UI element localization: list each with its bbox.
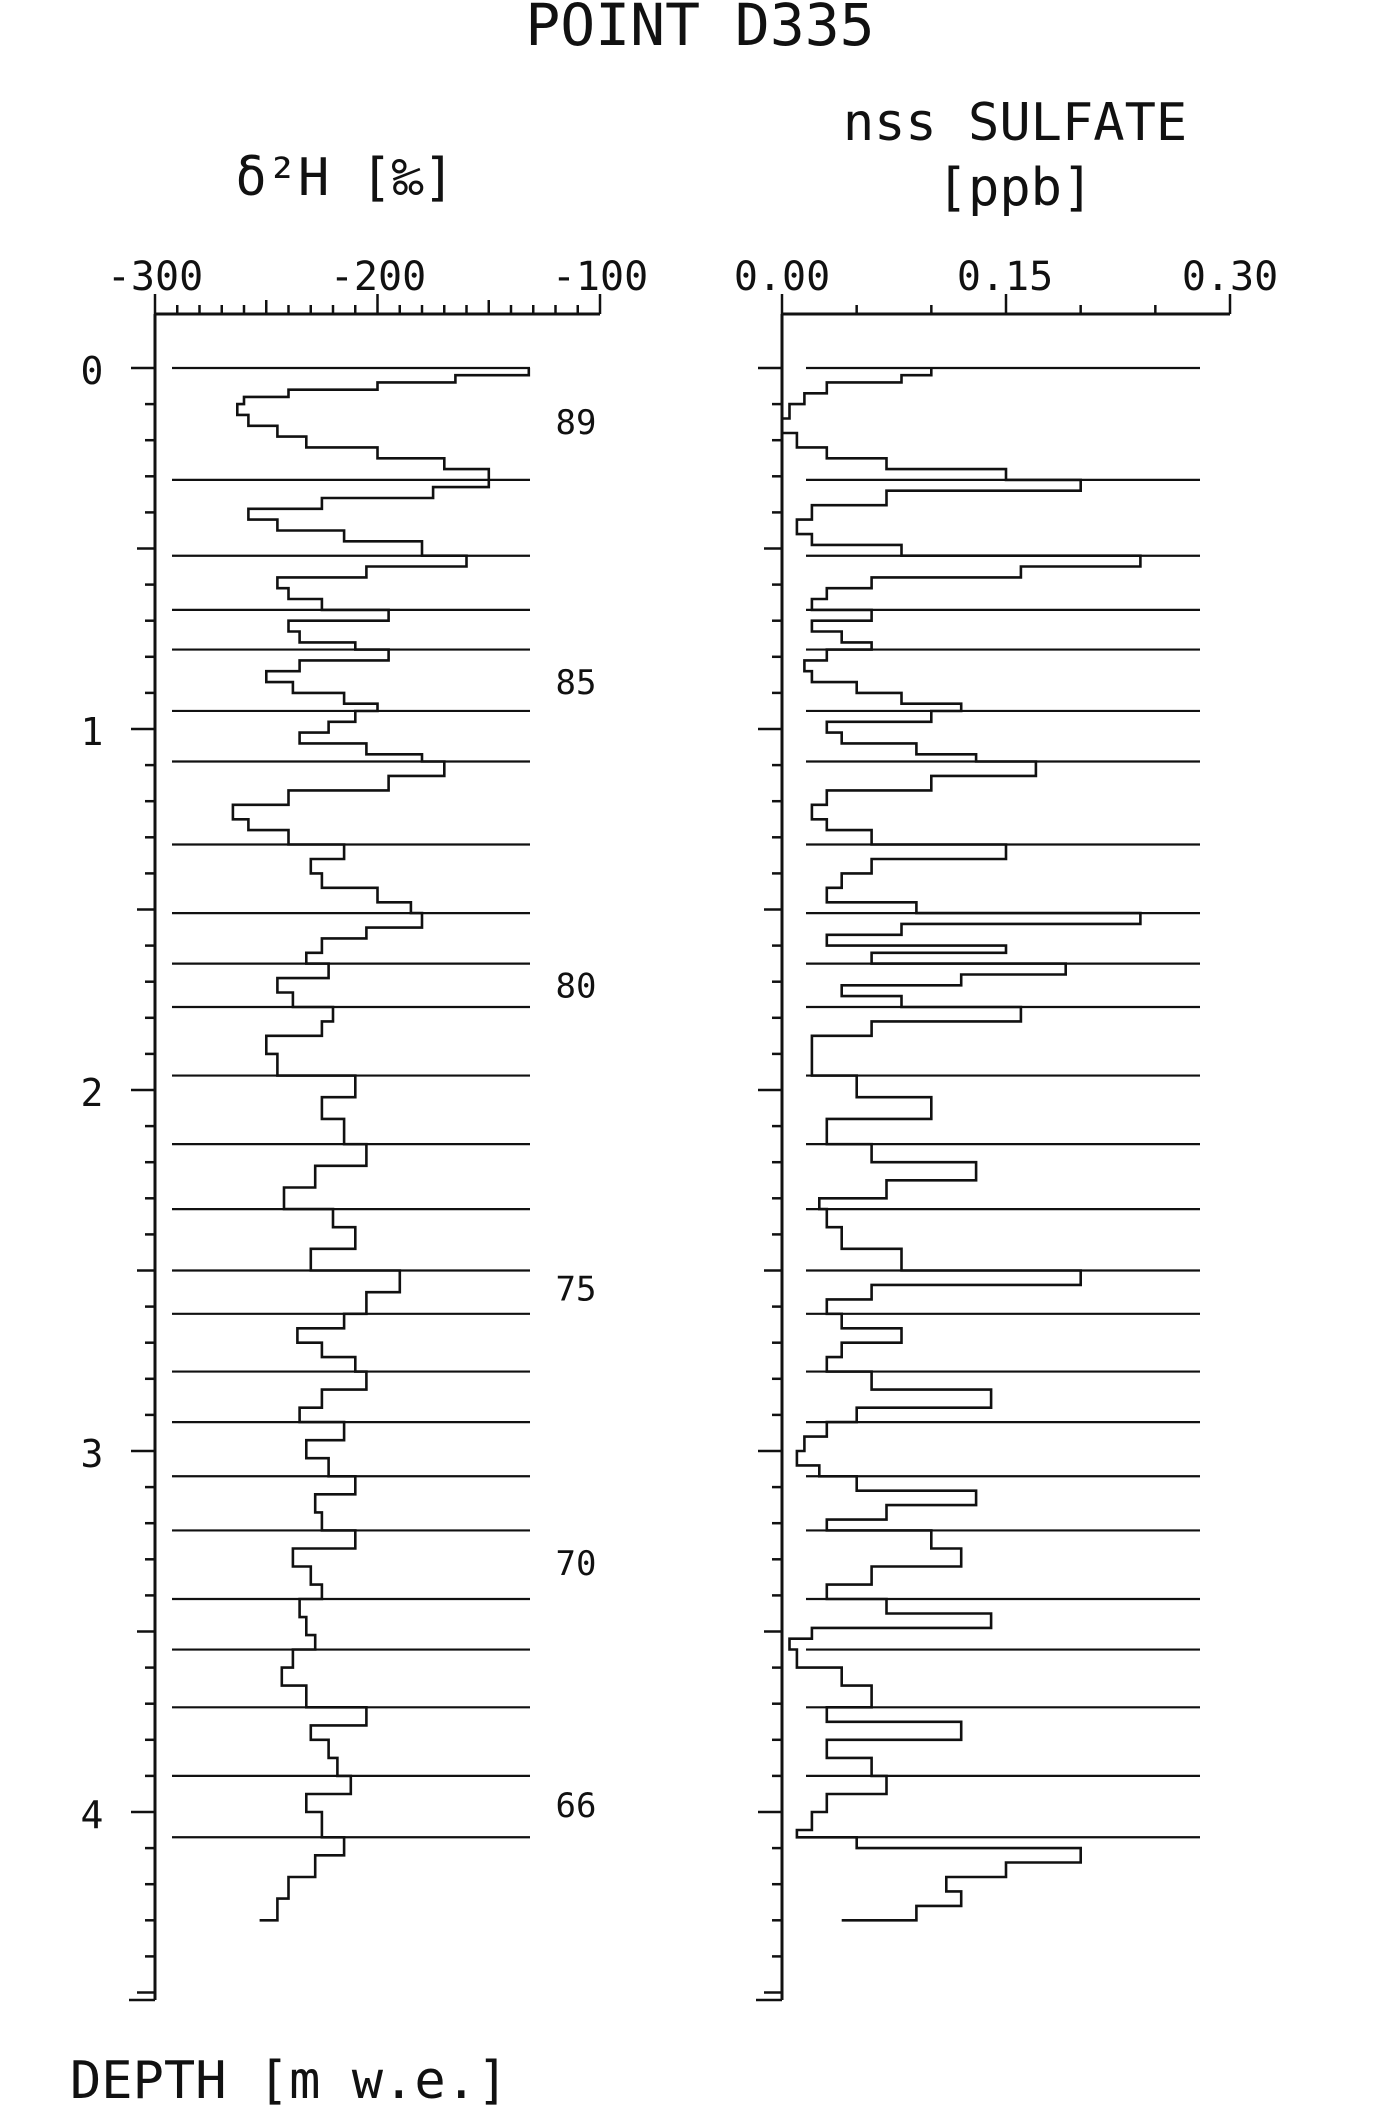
sulfate-panel-title-line-2: [ppb] <box>936 158 1094 218</box>
year-label-70: 70 <box>555 1543 597 1584</box>
depth-axis-label: DEPTH [m w.e.] <box>70 2051 509 2111</box>
depth-tick-labels <box>81 349 104 1837</box>
sulfate-x-tick-label-2: 0.30 <box>1181 254 1279 300</box>
depth-tick-label-0: 0 <box>80 349 104 393</box>
depth-tick-label-2: 2 <box>80 1071 104 1115</box>
chart-title: POINT D335 <box>525 0 875 59</box>
sulfate-x-tick-label-0: 0.00 <box>733 254 831 300</box>
depth-tick-label-4: 4 <box>80 1793 104 1837</box>
year-label-66: 66 <box>555 1785 597 1826</box>
sulfate-panel-title-line-1: nss SULFATE <box>842 93 1188 153</box>
d2h-panel-title: δ²H [‰] <box>235 148 455 208</box>
year-label-85: 85 <box>555 663 597 704</box>
sulfate-panel <box>734 93 1278 2000</box>
year-label-75: 75 <box>555 1269 597 1310</box>
d2h-x-tick-label-1: -200 <box>329 254 427 300</box>
d2h-x-tick-label-2: -100 <box>551 254 649 300</box>
d2h-x-tick-label-0: -300 <box>106 254 204 300</box>
d2h-axes <box>129 294 600 2000</box>
year-label-89: 89 <box>555 403 597 444</box>
year-label-80: 80 <box>555 966 597 1007</box>
depth-tick-label-1: 1 <box>80 710 104 754</box>
depth-tick-label-3: 3 <box>80 1432 104 1476</box>
year-labels <box>556 403 597 1826</box>
d2h-year-markers <box>172 368 530 1837</box>
sulfate-x-tick-label-1: 0.15 <box>956 254 1054 300</box>
